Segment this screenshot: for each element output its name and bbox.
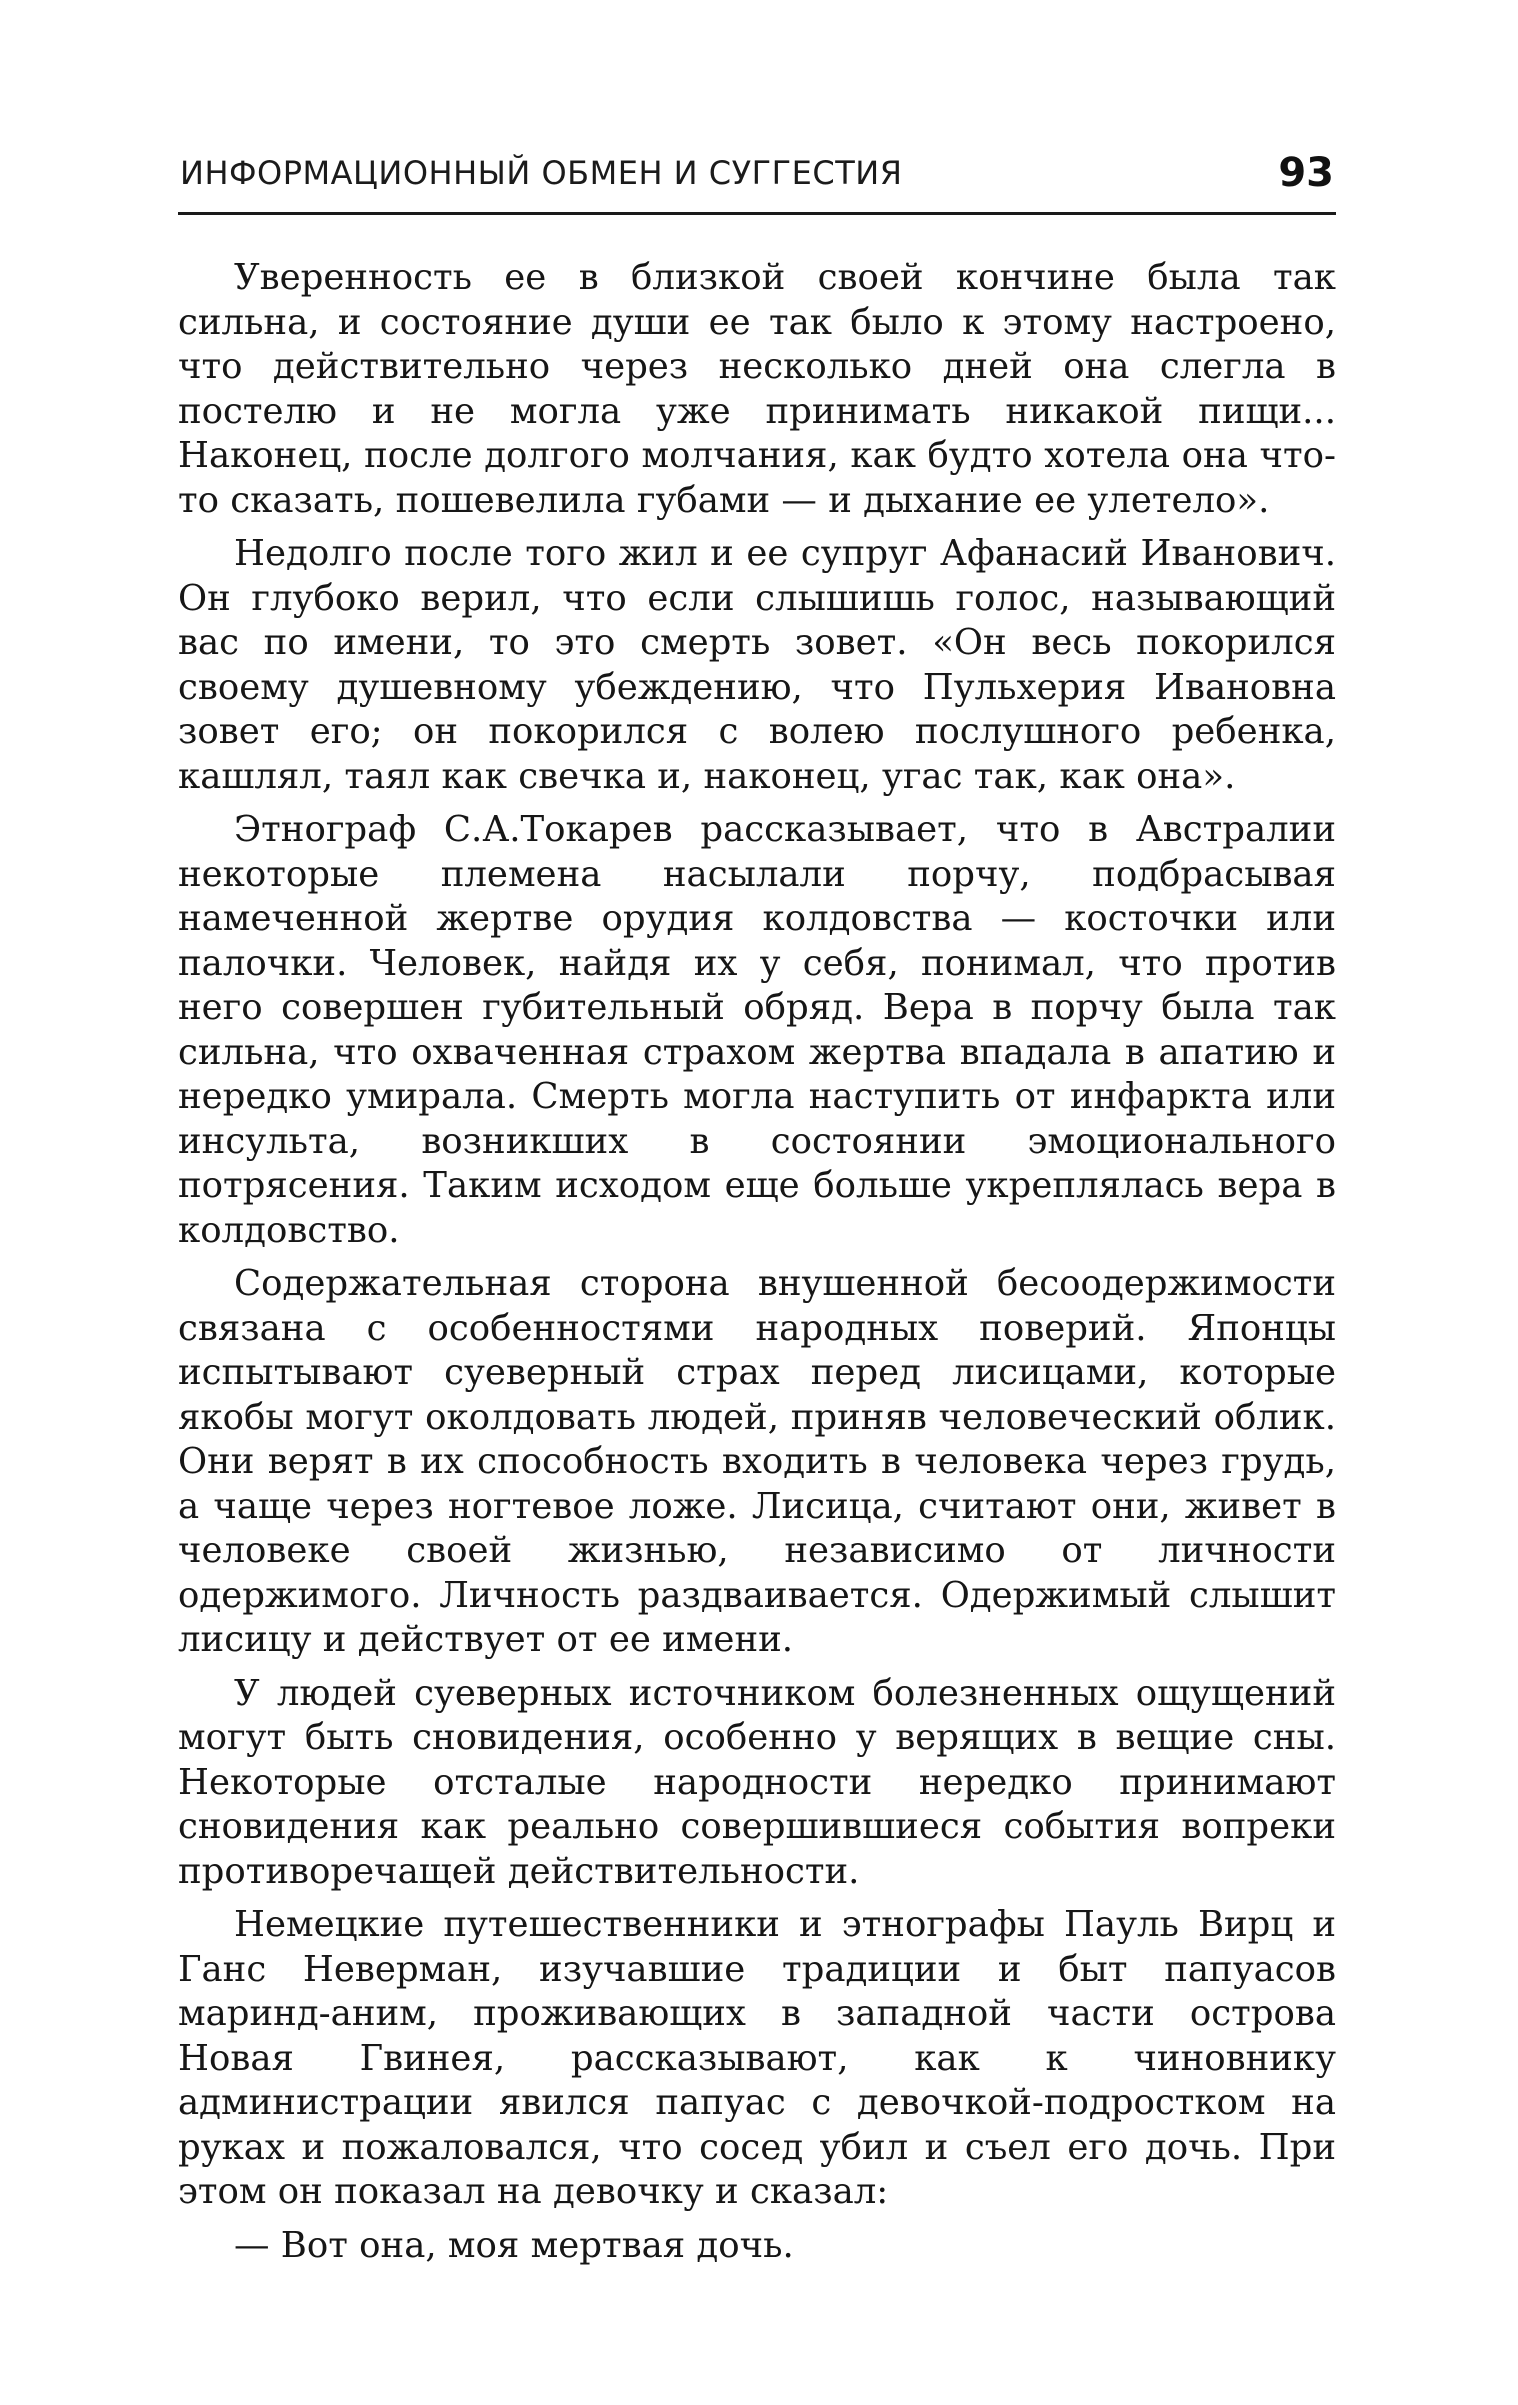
paragraph: Содержательная сторона внушенной бесоодержимости связана с особенностями народных поверий. Японцы испытывают суеверный страх перед лисицами, которые якобы могут околдовать людей, приняв человеческий облик. Они верят в их способность входить в человека через грудь, а чаще через ногтевое ложе. Лисица, считают они, живет в человеке своей жизнью, независимо от личности одержимого. Личность раздваивается. Одержимый слышит лисицу и действует от ее имени. (178, 1263, 1336, 1660)
running-header (178, 150, 1336, 215)
dialog-line: — Вот она, моя мертвая дочь. (234, 2224, 794, 2266)
paragraph: Немецкие путешественники и этнографы Пауль Вирц и Ганс Неверман, изучавшие традиции и быт папуасов маринд-аним, проживающих в западной части острова Новая Гвинея, рассказывают, как к чиновнику администрации явился папуас с девочкой-подростком на руках и пожаловался, что сосед убил и съел его дочь. При этом он показал на девочку и сказал: (178, 1904, 1336, 2212)
paragraph: У людей суеверных источником болезненных ощущений могут быть сновидения, особенно у верящих в вещие сны. Некоторые отсталые народности нередко принимают сновидения как реально совершившиеся события вопреки противоречащей действительности. (178, 1672, 1336, 1892)
paragraph: Уверенность ее в близкой своей кончине была так сильна, и состояние души ее так было к этому настроено, что действительно через несколько дней она слегла в постелю и не могла уже принимать никакой пищи... Наконец, после долгого молчания, как будто хотела она что-то сказать, пошевелила губами — и дыхание ее улетело». (178, 257, 1336, 521)
paragraph: Этнограф С.А.Токарев рассказывает, что в Австралии некоторые племена насылали порчу, подбрасывая намеченной жертве орудия колдовства — косточки или палочки. Человек, найдя их у себя, понимал, что против него совершен губительный обряд. Вера в порчу была так сильна, что охваченная страхом жертва впадала в апатию и нередко умирала. Смерть могла наступить от инфаркта или инсульта, возникших в состоянии эмоционального потрясения. Таким исходом еще больше укреплялась вера в колдовство. (178, 809, 1336, 1251)
page-number: 93 (1278, 150, 1334, 196)
body-text (178, 256, 1336, 2277)
paragraph: Недолго после того жил и ее супруг Афанасий Иванович. Он глубоко верил, что если слышишь голос, называющий вас по имени, то это смерть зовет. «Он весь покорился своему душевному убеждению, что Пульхерия Ивановна зовет его; он покорился с волею послушного ребенка, кашлял, таял как свечка и, наконец, угас так, как она». (178, 533, 1336, 797)
running-title: ИНФОРМАЦИОННЫЙ ОБМЕН И СУГГЕСТИЯ (180, 154, 903, 192)
